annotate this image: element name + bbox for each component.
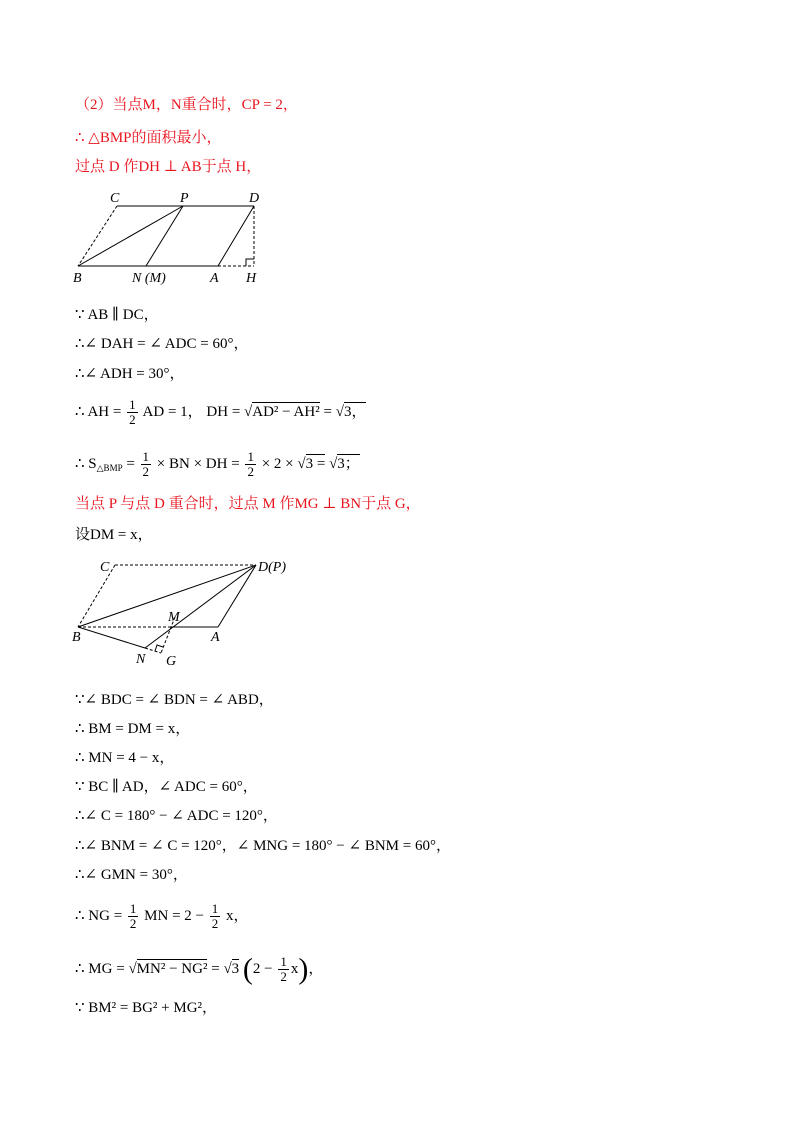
- line-19-e: 2 −: [252, 960, 273, 977]
- line-3: 过点 D 作DH ⊥ AB于点 H，: [75, 159, 262, 175]
- line-5: ∴∠ DAH = ∠ ADC = 60°，: [75, 336, 249, 352]
- line-19-c: =: [211, 960, 220, 977]
- fraction-half: $\frac{1}{2}$: [247, 449, 254, 479]
- line-8-f: 3；: [337, 455, 360, 472]
- fig2-label-m: M: [168, 610, 180, 625]
- line-19-b: MN² − NG²: [136, 960, 208, 977]
- line-18-c: x，: [226, 907, 249, 924]
- fig2-edge-ng-dashed: [145, 648, 161, 653]
- line-18: [75, 902, 249, 931]
- figure-2-folded-parallelogram: [70, 555, 310, 670]
- line-14: ∵ BC ∥ AD，∠ ADC = 60°，: [75, 779, 258, 795]
- line-7-b: AD = 1， DH =: [142, 403, 241, 420]
- fig1-label-a: A: [210, 271, 219, 286]
- fig1-label-p: P: [180, 191, 189, 206]
- line-4: ∵ AB ∥ DC，: [75, 307, 159, 323]
- fig2-label-dp: D(P): [258, 560, 286, 575]
- line-2: [75, 128, 222, 148]
- figure-1-parallelogram: [70, 188, 270, 288]
- line-19: [75, 952, 324, 986]
- radical-icon: √: [329, 455, 338, 472]
- fig2-label-b: B: [72, 630, 81, 645]
- line-7: [75, 398, 366, 427]
- line-16: ∴∠ BNM = ∠ C = 120°，∠ MNG = 180° − ∠ BNM = 60°，: [75, 838, 451, 854]
- line-12: ∴ BM = DM = x，: [75, 721, 191, 737]
- fig2-edge-dn: [145, 565, 256, 648]
- line-7-d: =: [323, 403, 332, 420]
- fraction-half: $\frac{1}{2}$: [280, 954, 287, 984]
- fig2-edge-da: [218, 565, 256, 627]
- fig2-label-c: C: [100, 560, 110, 575]
- line-18-a: ∴ NG =: [75, 907, 123, 924]
- right-paren-icon: ): [298, 952, 309, 986]
- line-19-g: ，: [308, 960, 324, 977]
- radical-icon: √: [244, 403, 253, 420]
- line-18-b: MN = 2 −: [144, 907, 205, 924]
- line-6: ∴∠ ADH = 30°，: [75, 366, 185, 382]
- line-8-d: × 2 ×: [261, 455, 294, 472]
- fig2-edge-cb-dashed: [78, 565, 115, 627]
- line-2-text: ∴ △BMP的面积最小，: [75, 130, 222, 146]
- line-7-a: ∴ AH =: [75, 403, 122, 420]
- radical-icon: √: [128, 960, 137, 977]
- fig2-label-a: A: [211, 630, 220, 645]
- line-7-e: 3，: [343, 403, 367, 420]
- line-19-d: 3: [231, 960, 240, 977]
- line-8-a: ∴ S: [75, 455, 97, 472]
- line-8: [75, 450, 360, 479]
- fig2-label-n: N: [136, 652, 146, 667]
- line-13: ∴ MN = 4 − x，: [75, 750, 175, 766]
- line-8-e: 3 =: [305, 455, 326, 472]
- fraction-half: $\frac{1}{2}$: [211, 901, 219, 931]
- line-20: ∵ BM² = BG² + MG²，: [75, 1000, 218, 1016]
- fig1-edge-da: [218, 206, 254, 266]
- radical-icon: √: [297, 455, 306, 472]
- line-8-b: =: [126, 455, 135, 472]
- fig1-edge-bp: [78, 206, 183, 266]
- radical-icon: √: [223, 960, 232, 977]
- line-10: 设DM = x，: [75, 527, 153, 543]
- line-19-a: ∴ MG =: [75, 960, 125, 977]
- fraction-half: $\frac{1}{2}$: [142, 449, 150, 479]
- line-11: ∵∠ BDC = ∠ BDN = ∠ ABD，: [75, 692, 274, 708]
- fraction-half: $\frac{1}{2}$: [129, 397, 136, 427]
- line-9: 当点 P 与点 D 重合时，过点 M 作MG ⊥ BN于点 G，: [75, 496, 421, 512]
- line-7-c: AD² − AH²: [252, 403, 320, 420]
- fig1-label-h: H: [246, 271, 257, 286]
- line-19-f: x: [290, 960, 299, 977]
- fig1-label-nm: N (M): [132, 271, 166, 286]
- line-1: （2）当点M，N重合时，CP = 2，: [75, 97, 298, 113]
- fig1-edge-cp-dashed: [78, 206, 117, 266]
- fig1-edge-pn: [146, 206, 183, 266]
- line-17: ∴∠ GMN = 30°，: [75, 867, 188, 883]
- line-15: ∴∠ C = 180° − ∠ ADC = 120°，: [75, 808, 278, 824]
- fig1-right-angle-mark: [246, 259, 254, 266]
- fig2-label-g: G: [166, 654, 177, 669]
- left-paren-icon: (: [242, 952, 253, 986]
- line-8-c: × BN × DH =: [156, 455, 240, 472]
- fraction-half: $\frac{1}{2}$: [129, 901, 137, 931]
- fig1-label-c: C: [110, 191, 120, 206]
- fig1-label-b: B: [73, 271, 82, 286]
- radical-icon: √: [335, 403, 344, 420]
- fig2-edge-bn: [78, 627, 145, 648]
- fig1-label-d: D: [249, 191, 260, 206]
- line-8-sub: △BMP: [96, 462, 123, 473]
